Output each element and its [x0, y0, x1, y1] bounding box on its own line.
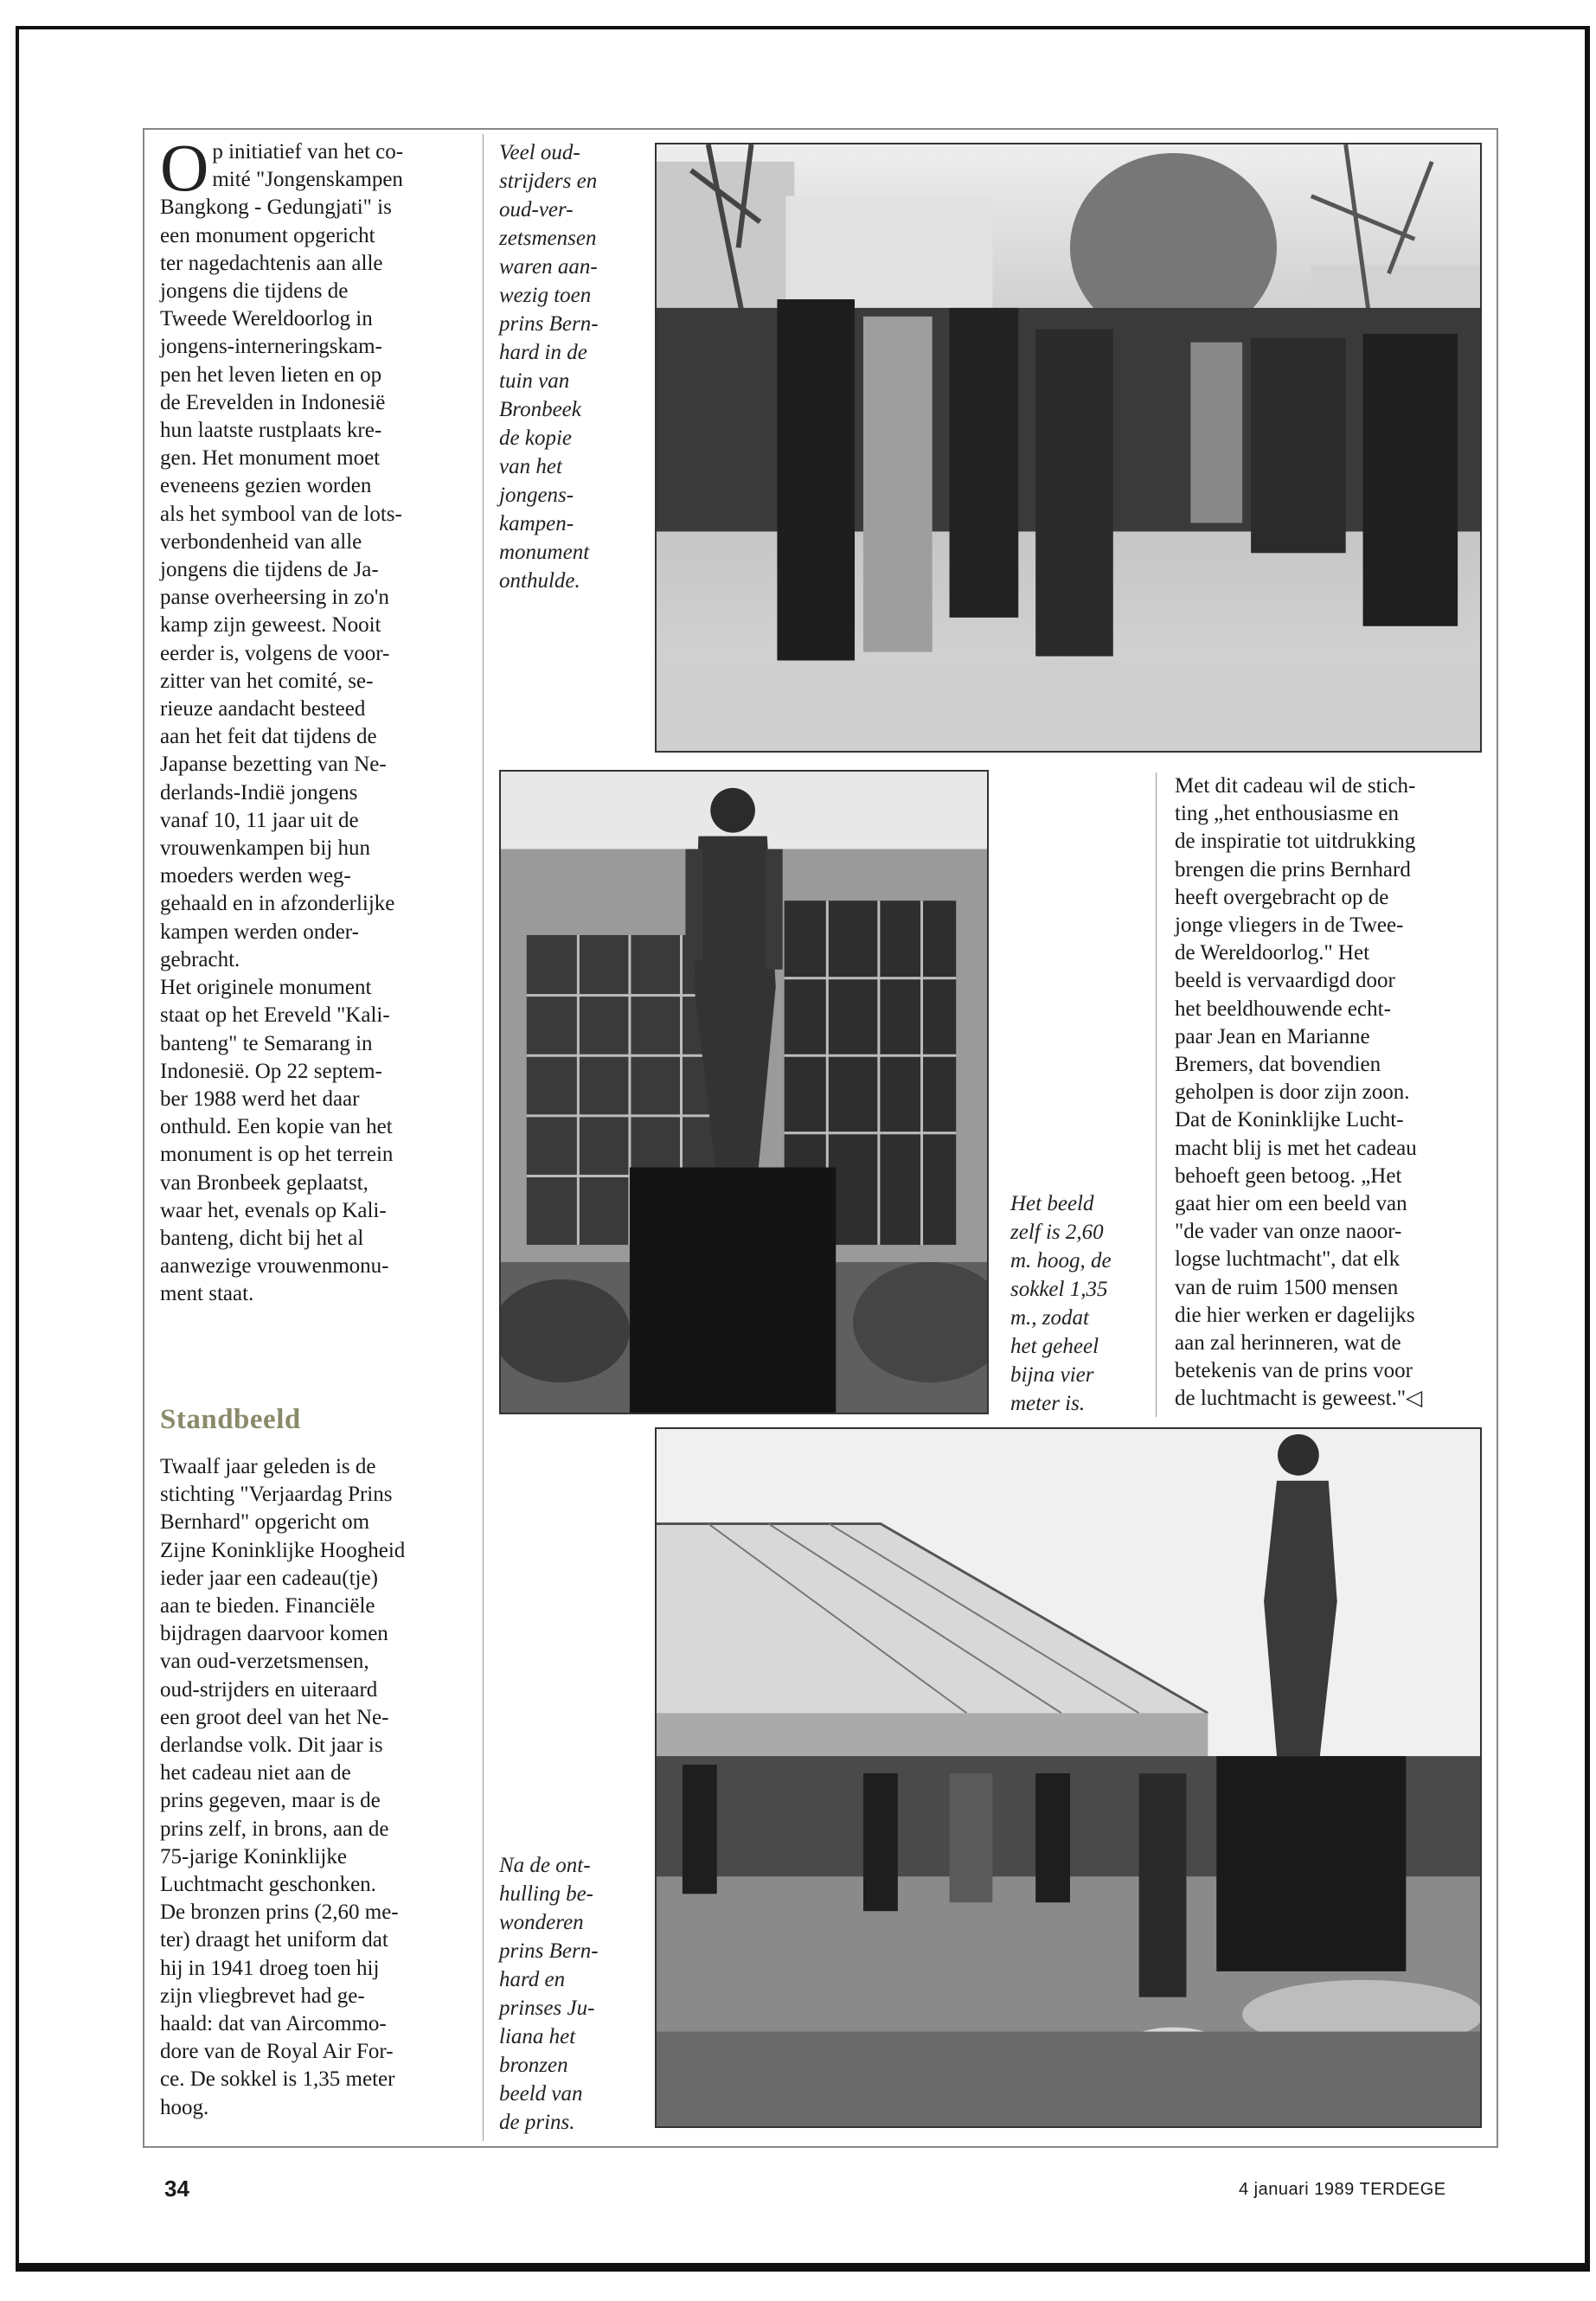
caption-photo-tent: Na de ont- hulling be- wonderen prins Bern- hard en prinses Ju- liana het bronzen beeld van de prins.: [499, 1854, 599, 2134]
paragraph-standbeeld: [160, 1453, 471, 2122]
column-rule-left: [483, 134, 484, 2141]
paragraph-standbeeld-text: Twaalf jaar geleden is de stichting "Verjaardag Prins Bernhard" opgericht om Zijne Koninklijke Hoogheid ieder jaar een cadeau(tje) aan te bieden. Financiële bijdragen daarvoor komen van oud-verzetsmensen, oud-strijders en uiteraard een groot deel van het Ne- derlandse volk. Dit jaar is het cadeau niet aan de prins gegeven, maar is de prins zelf, in brons, aan de 75-jarige Koninklijke Luchtmacht geschonken. De bronzen prins (2,60 me- ter) draagt het uniform dat hij in 1941 droeg toen hij zijn vliegbrevet had ge- haald: dat van Aircommo- dore van de Royal Air For- ce. De sokkel is 1,35 meter hoog.: [160, 1455, 406, 2119]
article-intro: [160, 130, 471, 1309]
paragraph-original-monument: Het originele monument staat op het Ereveld "Kali- banteng" te Semarang in Indonesië. Op 22 septem- ber 1988 werd het daar onthuld. Een kopie van het monument is op het terrein van Bronbeek geplaatst, waar het, evenals op Kali- banteng, dicht bij het al aanwezige vrouwenmonu- ment staat.: [160, 976, 394, 1306]
paragraph-cadeau: [1175, 772, 1495, 1413]
intro-paragraph: p initiatief van het co- mité "Jongenskampen Bangkong - Gedungjati" is een monument opgericht ter nagedachtenis aan alle jongens die tijdens de Tweede Wereldoorlog in jongens-interneringskam- pen het leven lieten en op de Erevelden in Indonesië hun laatste rustplaats kre- gen. Het monument moet eveneens gezien worden als het symbool van de lots- verbondenheid van alle jongens die tijdens de Ja- panse overheersing in zo'n kamp zijn geweest. Nooit eerder is, volgens de voor- zitter van het comité, se- rieuze aandacht besteed aan het feit dat tijdens de Japanse bezetting van Ne- derlands-Indië jongens vanaf 10, 11 jaar uit de vrouwenkampen bij hun moeders werden weg- gehaald en in afzonderlijke kampen werden onder- gebracht.: [160, 140, 404, 971]
photo-bronze-statue: [499, 770, 989, 1414]
paragraph-cadeau-text: Met dit cadeau wil de stich- ting „het enthousiasme en de inspiratie tot uitdrukking brengen die prins Bernhard heeft overgebracht op de jonge vliegers in de Twee- de Wereldoorlog." Het beeld is vervaardigd door het beeldhouwende echt- paar Jean en Marianne Bremers, dat bovendien geholpen is door zijn zoon. Dat de Koninklijke Lucht- macht blij is met het cadeau behoeft geen betoog. „Het gaat hier om een beeld van "de vader van onze naoor- logse luchtmacht", dat elk van de ruim 1500 mensen die hier werken er dagelijks aan zal herinneren, wat de betekenis van de prins voor de luchtmacht is geweest."◁: [1175, 774, 1423, 1411]
dropcap: O: [160, 130, 209, 205]
photo-tent-unveiling: [655, 1427, 1482, 2128]
issue-date: 4 januari 1989 TERDEGE: [1239, 2180, 1446, 2199]
caption-photo-statue: Het beeld zelf is 2,60 m. hoog, de sokkel 1,35 m., zodat het geheel bijna vier meter is.: [1010, 1192, 1112, 1415]
caption-photo-ceremony: Veel oud- strijders en oud-ver- zetsmensen waren aan- wezig toen prins Bern- hard in de tuin van Bronbeek de kopie van het jongens- kampen- monument onthulde.: [499, 141, 599, 593]
photo-ceremony-crowd: [655, 143, 1482, 753]
column-rule-right: [1156, 772, 1157, 1417]
page-number: 34: [164, 2176, 189, 2202]
subheading-standbeeld: Standbeeld: [160, 1404, 301, 1435]
